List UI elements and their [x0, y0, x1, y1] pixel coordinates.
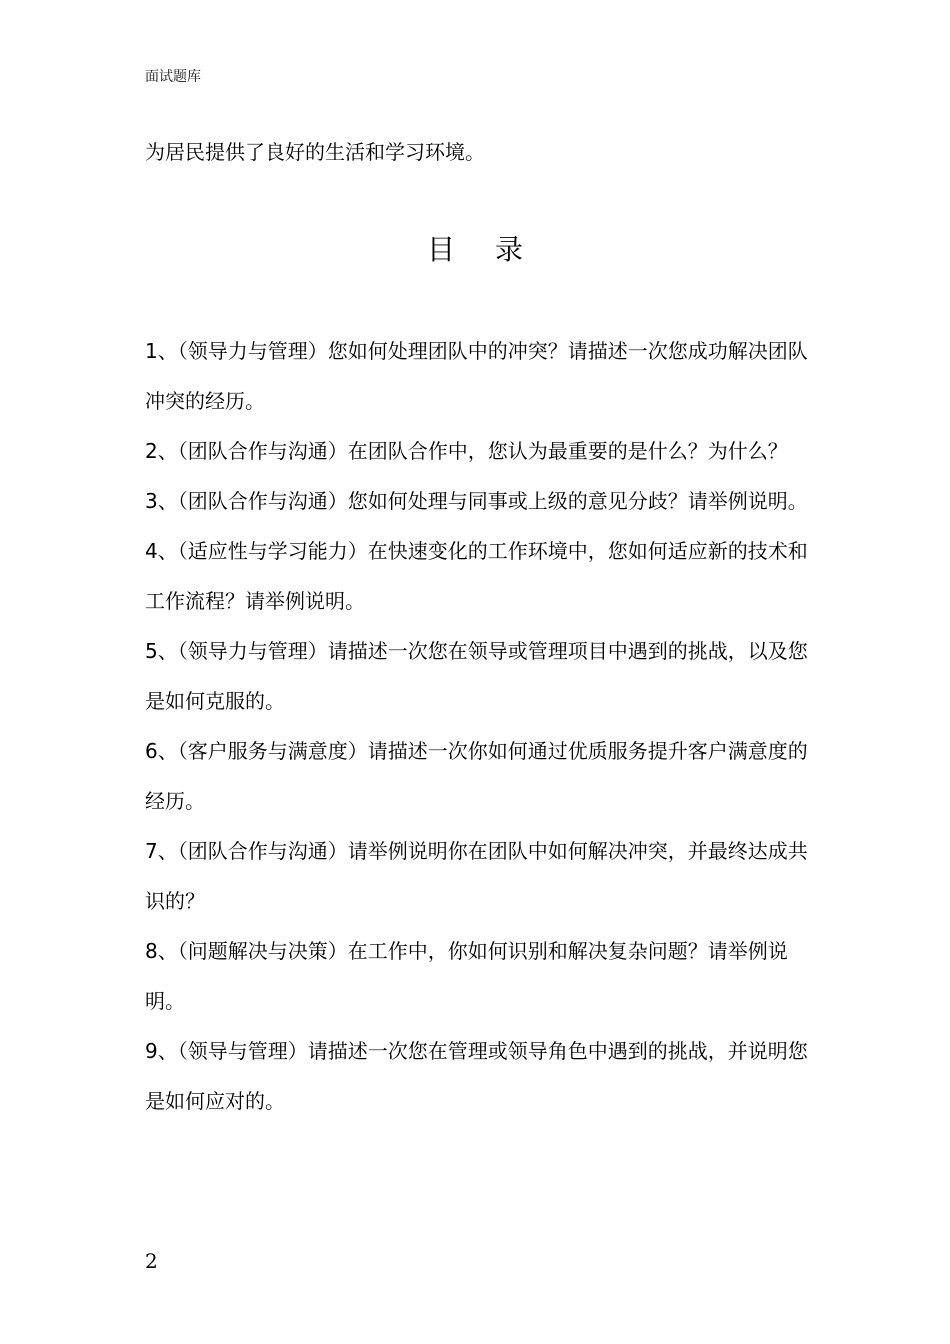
toc-title: 目录: [426, 233, 563, 266]
toc-item-8[interactable]: 8、（问题解决与决策）在工作中，你如何识别和解决复杂问题？请举例说明。: [145, 939, 788, 1013]
running-header: 面试题库: [145, 69, 201, 85]
toc-list: [145, 326, 825, 1126]
toc-item-4[interactable]: 4、（适应性与学习能力）在快速变化的工作环境中，您如何适应新的技术和工作流程？请举例说明。: [145, 539, 808, 613]
intro-paragraph: 为居民提供了良好的生活和学习环境。: [145, 140, 485, 164]
toc-item-2[interactable]: 2、（团队合作与沟通）在团队合作中，您认为最重要的是什么？为什么？: [145, 439, 788, 463]
toc-item-7[interactable]: 7、（团队合作与沟通）请举例说明你在团队中如何解决冲突，并最终达成共识的？: [145, 839, 808, 913]
toc-item-9[interactable]: 9、（领导与管理）请描述一次您在管理或领导角色中遇到的挑战，并说明您是如何应对的。: [145, 1039, 808, 1113]
page-number: 2: [145, 1249, 158, 1273]
toc-item-1[interactable]: 1、（领导力与管理）您如何处理团队中的冲突？请描述一次您成功解决团队冲突的经历。: [145, 339, 808, 413]
toc-item-3[interactable]: 3、（团队合作与沟通）您如何处理与同事或上级的意见分歧？请举例说明。: [145, 489, 808, 513]
toc-item-5[interactable]: 5、（领导力与管理）请描述一次您在领导或管理项目中遇到的挑战，以及您是如何克服的。: [145, 639, 808, 713]
toc-item-6[interactable]: 6、（客户服务与满意度）请描述一次你如何通过优质服务提升客户满意度的经历。: [145, 739, 808, 813]
